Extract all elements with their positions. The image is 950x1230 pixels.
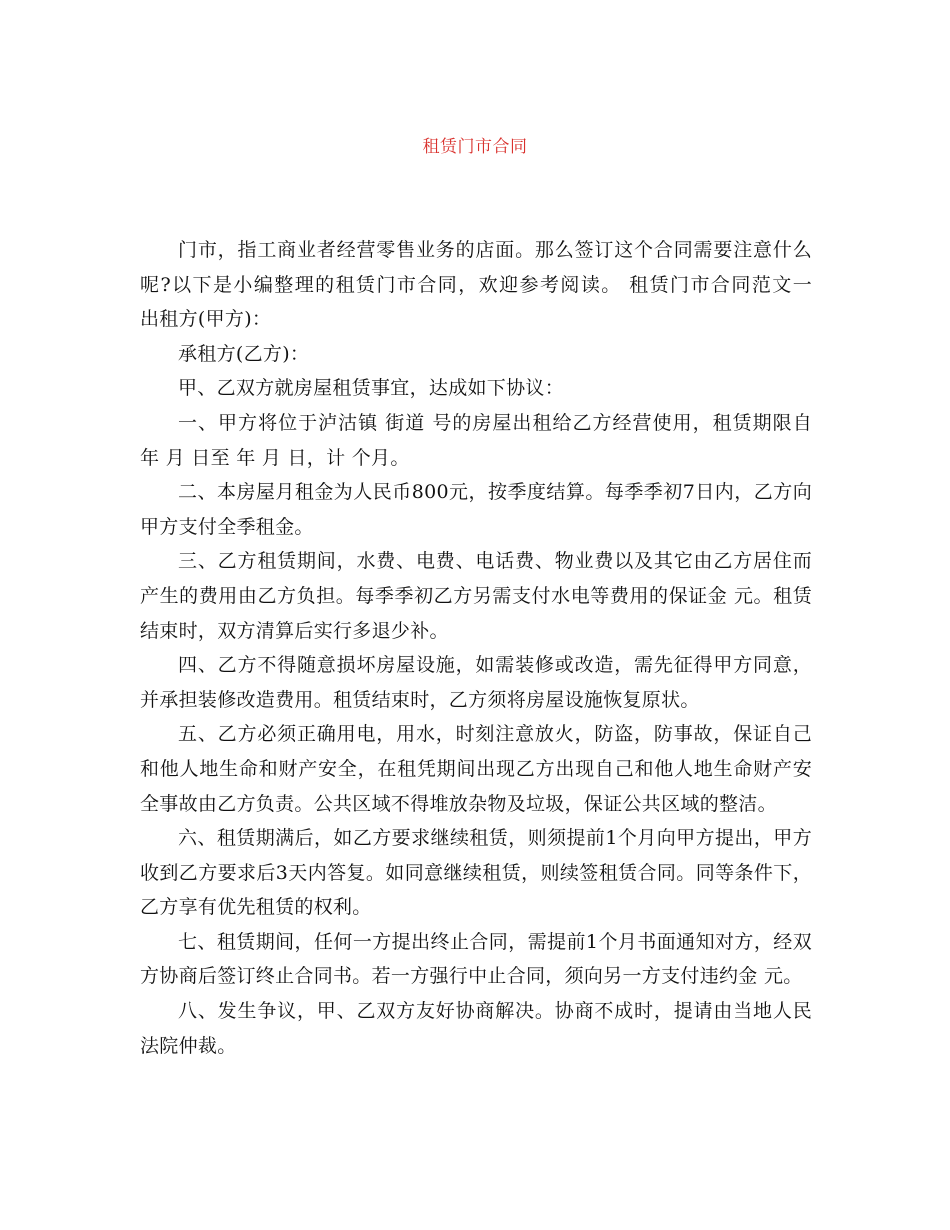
- document-body: [140, 233, 851, 1063]
- clause-6: 六、租赁期满后，如乙方要求继续租赁，则须提前1个月向甲方提出，甲方收到乙方要求后3天内答复。如同意继续租赁，则续签租赁合同。同等条件下，乙方享有优先租赁的权利。: [140, 827, 812, 919]
- paragraph-agreement: 甲、乙双方就房屋租赁事宜，达成如下协议：: [178, 377, 565, 400]
- clause-7: 七、租赁期间，任何一方提出终止合同，需提前1个月书面通知对方，经双方协商后签订终止合同书。若一方强行中止合同，须向另一方支付违约金 元。: [140, 930, 812, 988]
- clause-2: 二、本房屋月租金为人民币800元，按季度结算。每季季初7日内，乙方向甲方支付全季租金。: [140, 481, 812, 538]
- paragraph-intro: 门市，指工商业者经营零售业务的店面。那么签订这个合同需要注意什么呢?以下是小编整理的租赁门市合同，欢迎参考阅读。 租赁门市合同范文一 出租方(甲方)：: [140, 239, 851, 331]
- paragraph-lessee: 承租方(乙方)：: [178, 342, 310, 365]
- document-title: 租赁门市合同: [422, 137, 528, 157]
- clause-8: 八、发生争议，甲、乙双方友好协商解决。协商不成时，提请由当地人民法院仲裁。: [140, 1000, 812, 1057]
- clause-1: 一、甲方将位于泸沽镇 街道 号的房屋出租给乙方经营使用，租赁期限自 年 月 日至 年 月 日，计 个月。: [140, 411, 819, 469]
- clause-4: 四、乙方不得随意损坏房屋设施，如需装修或改造，需先征得甲方同意，并承担装修改造费用。租赁结束时，乙方须将房屋设施恢复原状。: [140, 654, 812, 711]
- clause-5: 五、乙方必须正确用电，用水，时刻注意放火，防盗，防事故，保证自己和他人地生命和财产安全，在租凭期间出现乙方出现自己和他人地生命财产安全事故由乙方负责。公共区域不得堆放杂物及垃圾，保证公共区域的整洁。: [140, 723, 812, 815]
- clause-3: 三、乙方租赁期间，水费、电费、电话费、物业费以及其它由乙方居住而产生的费用由乙方负担。每季季初乙方另需支付水电等费用的保证金 元。租赁结束时，双方清算后实行多退少补。: [140, 550, 812, 642]
